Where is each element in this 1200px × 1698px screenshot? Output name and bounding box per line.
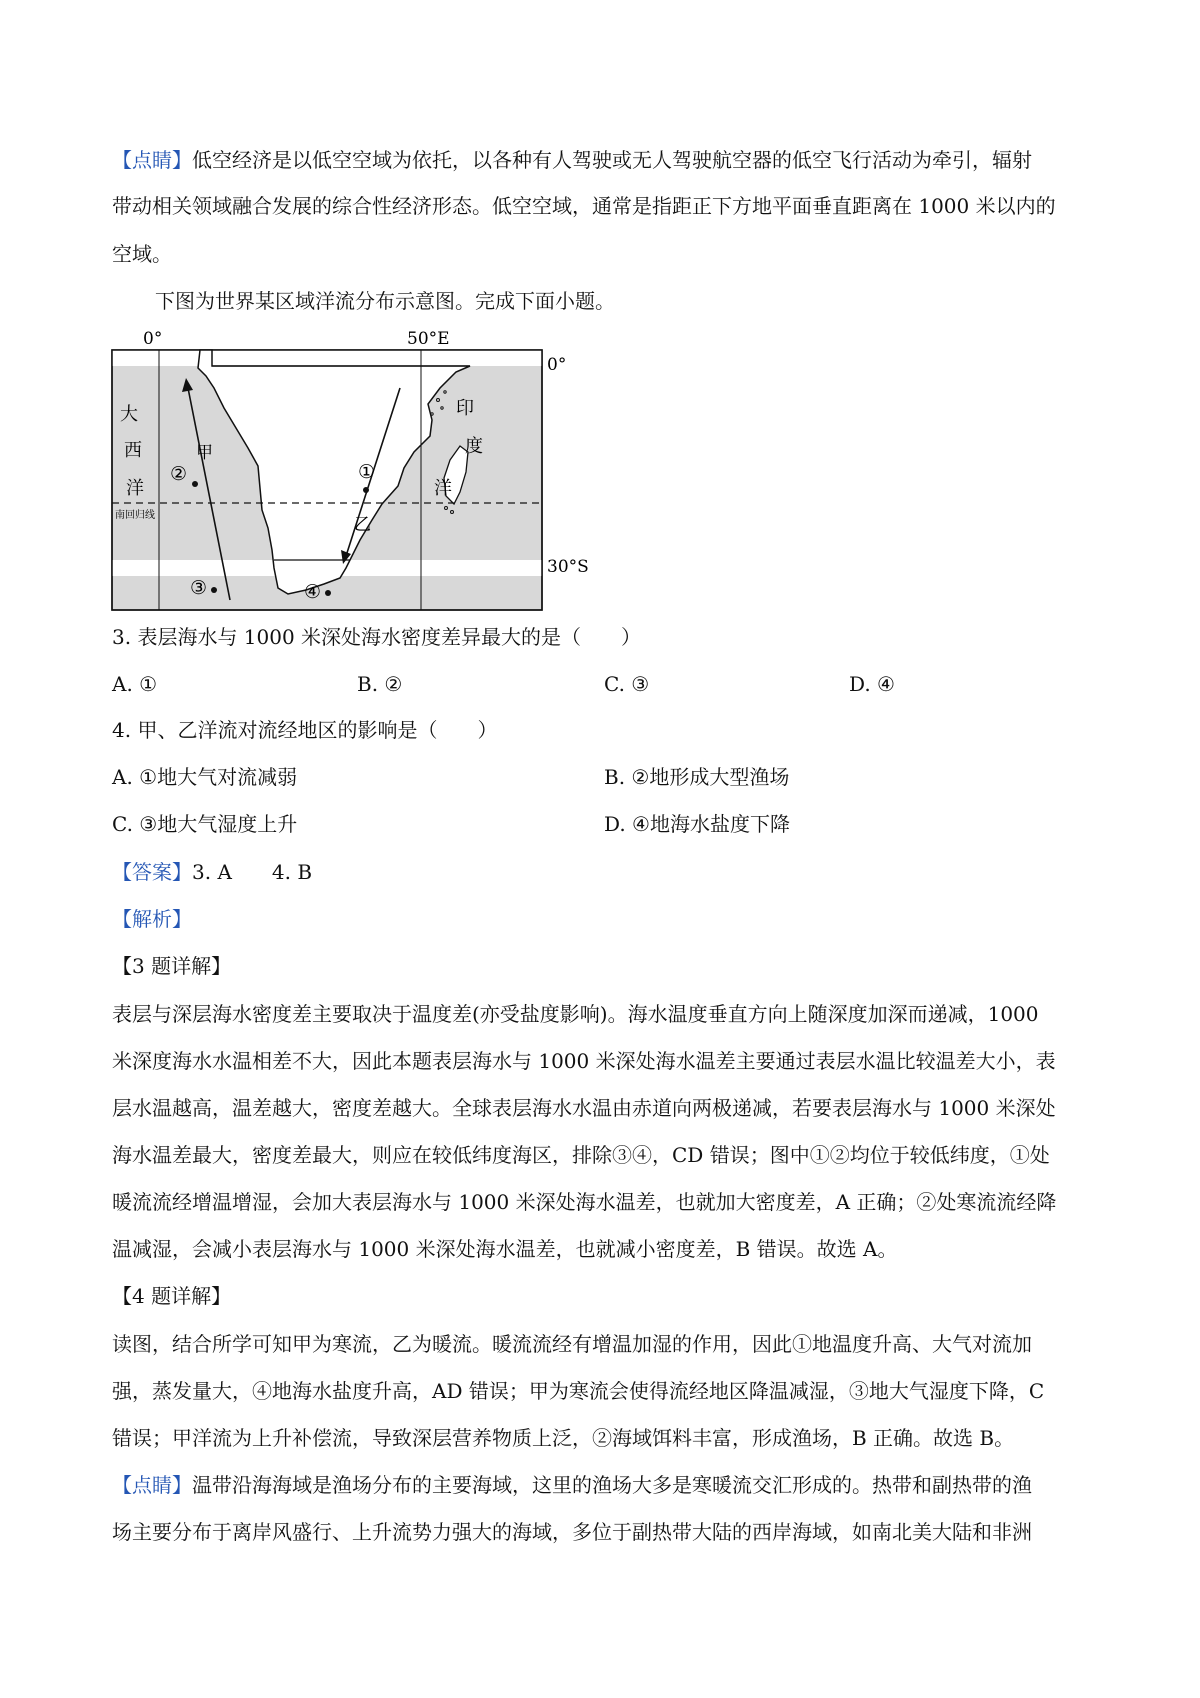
q3-option-d: D. ④ — [849, 672, 895, 696]
q3-stem: 3. 表层海水与 1000 米深处海水密度差异最大的是（ ） — [112, 625, 642, 649]
q3-detail-line-6: 温减湿，会减小表层海水与 1000 米深处海水温差，也就减小密度差，B 错误。故选 A。 — [112, 1237, 898, 1261]
atlantic-label-1: 大 — [120, 404, 138, 425]
q3-option-b: B. ② — [357, 672, 403, 696]
point-4 — [325, 590, 331, 596]
end-note-tag: 【点睛】 — [112, 1473, 192, 1497]
q4-detail-title: 【4 题详解】 — [112, 1284, 232, 1308]
q4-option-a: A. ①地大气对流减弱 — [112, 765, 298, 789]
q4-option-b: B. ②地形成大型渔场 — [604, 765, 790, 789]
q3-option-a: A. ① — [112, 672, 158, 696]
point-2-label: ② — [170, 463, 188, 485]
q3-detail-line-2: 米深度海水水温相差不大，因此本题表层海水与 1000 米深处海水温差主要通过表层水温比较温差大小，表 — [112, 1049, 1056, 1073]
lon-label-0: 0° — [143, 329, 163, 349]
indian-label-3: 洋 — [434, 478, 452, 499]
ocean-current-map — [110, 328, 600, 614]
q4-detail-line-2: 强，蒸发量大，④地海水盐度升高，AD 错误；甲为寒流会使得流经地区降温减湿，③地大气湿度下降，C — [112, 1379, 1045, 1403]
lat-label-0: 0° — [547, 355, 567, 375]
atlantic-label-3: 洋 — [126, 478, 144, 499]
note-line-3: 空域。 — [112, 242, 172, 266]
answer-tag: 【答案】 — [112, 860, 192, 884]
point-2 — [192, 481, 198, 487]
q4-stem: 4. 甲、乙洋流对流经地区的影响是（ ） — [112, 718, 498, 742]
indian-label-2: 度 — [465, 436, 483, 457]
current-b-label: 乙 — [354, 515, 371, 535]
answer-text: 3. A 4. B — [192, 860, 313, 884]
q3-detail-line-5: 暖流流经增温增湿，会加大表层海水与 1000 米深处海水温差，也就加大密度差，A 正确；②处寒流流经降 — [112, 1190, 1057, 1214]
q3-detail-line-4: 海水温差最大，密度差最大，则应在较低纬度海区，排除③④，CD 错误；图中①②均位于较低纬度，①处 — [112, 1143, 1050, 1167]
note-line-2: 带动相关领域融合发展的综合性经济形态。低空空域，通常是指距正下方地平面垂直距离在 1000 米以内的 — [112, 194, 1056, 218]
q4-detail-line-3: 错误；甲洋流为上升补偿流，导致深层营养物质上泛，②海域饵料丰富，形成渔场，B 正确。故选 B。 — [112, 1426, 1015, 1450]
point-1 — [363, 487, 369, 493]
atlantic-label-2: 西 — [124, 440, 142, 461]
lat-label-30s: 30°S — [547, 557, 589, 577]
current-a-label: 甲 — [196, 443, 213, 463]
q3-detail-title: 【3 题详解】 — [112, 954, 232, 978]
q3-option-c: C. ③ — [604, 672, 650, 696]
answer-line — [112, 860, 312, 884]
note-tag: 【点睛】 — [112, 148, 192, 172]
analysis-tag: 【解析】 — [112, 907, 192, 931]
point-3-label: ③ — [190, 577, 208, 599]
indian-label-1: 印 — [456, 398, 474, 419]
q4-detail-line-1: 读图，结合所学可知甲为寒流，乙为暖流。暖流流经有增温加湿的作用，因此①地温度升高、大气对流加 — [112, 1332, 1032, 1356]
lon-label-50e: 50°E — [407, 329, 450, 349]
q3-detail-line-1: 表层与深层海水密度差主要取决于温度差(亦受盐度影响)。海水温度垂直方向上随深度加深而递减，1000 — [112, 1002, 1039, 1026]
q3-detail-line-3: 层水温越高，温差越大，密度差越大。全球表层海水水温由赤道向两极递减，若要表层海水与 1000 米深处 — [112, 1096, 1056, 1120]
question-stem: 下图为世界某区域洋流分布示意图。完成下面小题。 — [155, 289, 615, 313]
point-1-label: ① — [358, 461, 376, 483]
end-note-line-2: 场主要分布于离岸风盛行、上升流势力强大的海域，多位于副热带大陆的西岸海域，如南北美大陆和非洲 — [112, 1520, 1032, 1544]
end-note-line-1: 【点睛】温带沿海海域是渔场分布的主要海域，这里的渔场大多是寒暖流交汇形成的。热带和副热带的渔 — [112, 1473, 1032, 1497]
q4-option-d: D. ④地海水盐度下降 — [604, 812, 790, 836]
note-line-1: 【点睛】低空经济是以低空空域为依托，以各种有人驾驶或无人驾驶航空器的低空飞行活动为牵引，辐射 — [112, 148, 1032, 172]
point-4-label: ④ — [304, 581, 322, 603]
tropic-label: 南回归线 — [115, 510, 155, 521]
q4-option-c: C. ③地大气湿度上升 — [112, 812, 298, 836]
point-3 — [211, 587, 217, 593]
